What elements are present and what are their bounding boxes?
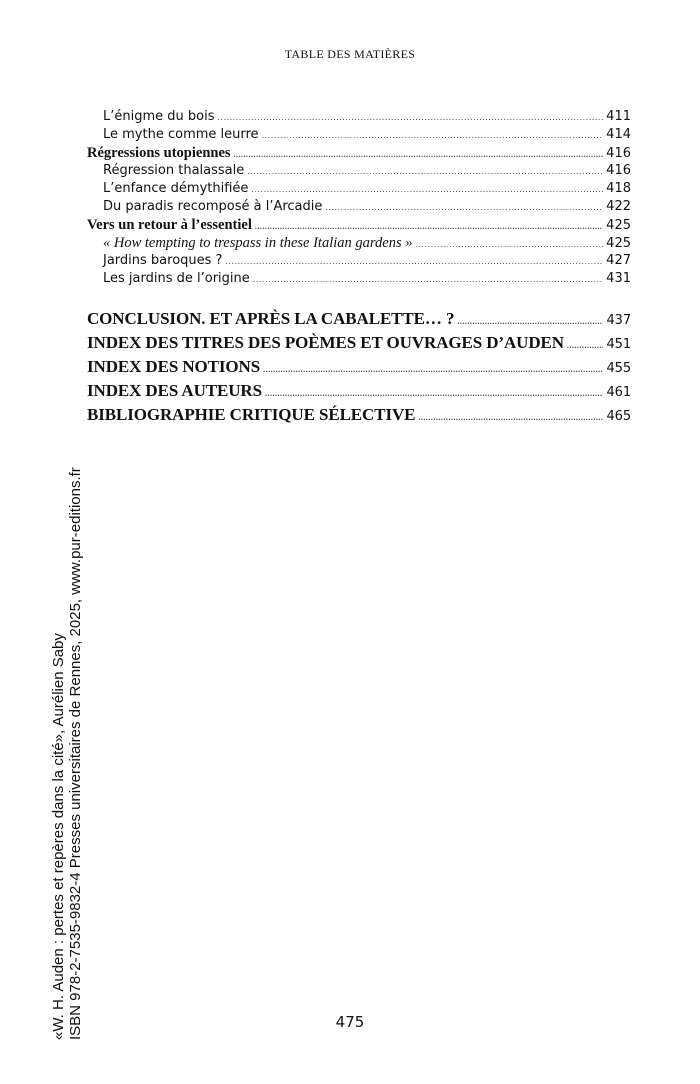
toc-chapter	[87, 405, 631, 425]
copyright-line-2: ISBN 978-2-7535-9832-4 Presses universitaires de Rennes, 2025, www.pur-editions.fr	[67, 467, 84, 1040]
toc-entry-label: L’enfance démythifiée	[103, 181, 249, 196]
toc-chapter-page: 451	[606, 337, 631, 352]
toc-entry	[87, 163, 631, 178]
toc-chapter	[87, 333, 631, 353]
toc-chapter-label: INDEX DES NOTIONS	[87, 357, 261, 376]
toc-chapter-page: 465	[606, 409, 631, 424]
toc-entry	[87, 181, 631, 196]
leader-dots	[234, 150, 604, 159]
toc-entry-label: L’énigme du bois	[103, 109, 215, 124]
toc-section-page: 425	[606, 218, 631, 233]
toc-entry	[87, 199, 631, 214]
toc-entry	[87, 127, 631, 142]
leader-dots	[325, 203, 603, 212]
leader-dots	[457, 317, 603, 326]
toc-entry	[87, 235, 631, 252]
toc-entry-label: Les jardins de l’origine	[103, 271, 250, 286]
toc-chapter-page: 461	[606, 385, 631, 400]
toc-entry-page: 416	[606, 163, 631, 178]
leader-dots	[265, 389, 604, 398]
toc-entry	[87, 271, 631, 286]
leader-dots	[247, 167, 603, 176]
toc-chapter-label: INDEX DES AUTEURS	[87, 381, 262, 400]
toc-section-page: 416	[606, 146, 631, 161]
leader-dots	[217, 113, 603, 122]
running-header: TABLE DES MATIÈRES	[284, 47, 416, 61]
toc-section	[87, 145, 631, 162]
leader-dots	[225, 257, 603, 266]
leader-dots	[415, 240, 603, 249]
leader-dots	[253, 275, 603, 284]
leader-dots	[251, 185, 603, 194]
toc-entry	[87, 253, 631, 268]
toc-entry-page: 431	[606, 271, 631, 286]
toc-entry-page: 411	[606, 109, 631, 124]
copyright-notice	[50, 467, 84, 1040]
toc-section-label: Régressions utopiennes	[87, 145, 231, 161]
toc-entry-page: 425	[606, 236, 631, 251]
toc-section-label: Vers un retour à l’essentiel	[87, 217, 252, 233]
toc-entry-label: Du paradis recomposé à l’Arcadie	[103, 199, 323, 214]
toc-section	[87, 217, 631, 234]
page-number: 475	[335, 1013, 365, 1031]
leader-dots	[418, 413, 603, 422]
toc-entry	[87, 109, 631, 124]
toc-chapter	[87, 357, 631, 377]
toc-entry-page: 418	[606, 181, 631, 196]
toc-chapter-page: 437	[606, 313, 631, 328]
leader-dots	[263, 365, 603, 374]
leader-dots	[255, 222, 603, 231]
toc-chapter-label: INDEX DES TITRES DES POÈMES ET OUVRAGES D’AUDEN	[87, 333, 564, 352]
toc-chapter-label: CONCLUSION. ET APRÈS LA CABALETTE… ?	[87, 309, 455, 328]
toc-chapter	[87, 309, 631, 329]
toc-chapter-label: BIBLIOGRAPHIE CRITIQUE SÉLECTIVE	[87, 405, 416, 424]
toc-entry-label: Régression thalassale	[103, 163, 245, 178]
toc-entry-page: 414	[606, 127, 631, 142]
toc-chapter-page: 455	[606, 361, 631, 376]
toc-chapter	[87, 381, 631, 401]
toc-entry-page: 427	[606, 253, 631, 268]
toc-entry-page: 422	[606, 199, 631, 214]
leader-dots	[262, 131, 604, 140]
toc-entry-label: Jardins baroques ?	[103, 253, 223, 268]
toc-entry-label: Le mythe comme leurre	[103, 127, 259, 142]
toc-entry-label: « How tempting to trespass in these Italian gardens »	[103, 235, 413, 251]
leader-dots	[567, 341, 604, 350]
copyright-line-1: «W. H. Auden : pertes et repères dans la cité», Aurélien Saby	[50, 633, 67, 1040]
